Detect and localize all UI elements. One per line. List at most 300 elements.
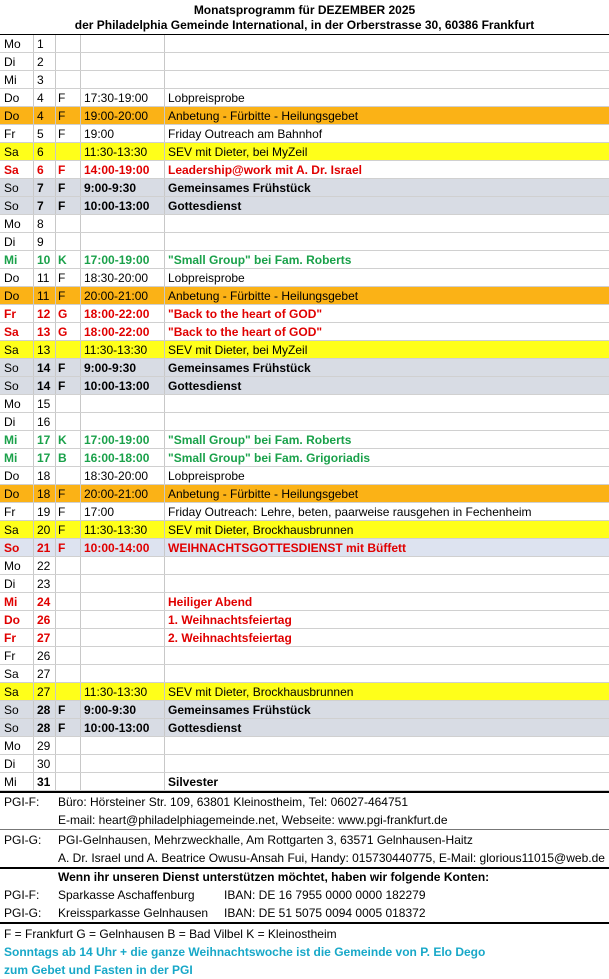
time-cell: 20:00-21:00 (84, 487, 149, 501)
column-line (164, 575, 165, 592)
event-cell: "Small Group" bei Fam. Roberts (168, 253, 352, 267)
schedule-row (0, 629, 609, 647)
pgig-address: PGI-Gelnhausen, Mehrzweckhalle, Am Rottgarten 3, 63571 Gelnhausen-Haitz (58, 833, 473, 847)
date-cell: 26 (37, 613, 51, 627)
event-cell: Heiliger Abend (168, 595, 253, 609)
konto-g-label: PGI-G: (4, 906, 42, 920)
column-line (55, 449, 56, 466)
event-cell: SEV mit Dieter, bei MyZeil (168, 145, 308, 159)
day-cell: Fr (4, 127, 16, 141)
schedule-row (0, 233, 609, 251)
column-line (33, 179, 34, 196)
schedule-row (0, 503, 609, 521)
column-line (55, 665, 56, 682)
column-line (55, 233, 56, 250)
column-line (164, 197, 165, 214)
day-cell: Sa (4, 523, 19, 537)
pgif-office: Büro: Hörsteiner Str. 109, 63801 Kleinostheim, Tel: 06027-464751 (58, 795, 409, 809)
schedule-row (0, 539, 609, 557)
column-line (33, 143, 34, 160)
column-line (33, 413, 34, 430)
day-cell: So (4, 181, 19, 195)
pgig-contact-row (0, 849, 609, 867)
column-line (33, 341, 34, 358)
schedule-row (0, 485, 609, 503)
support-row (0, 868, 609, 886)
date-cell: 24 (37, 595, 51, 609)
column-line (33, 251, 34, 268)
day-cell: Do (4, 91, 20, 105)
konto-g-iban: IBAN: DE 51 5075 0094 0005 018372 (224, 906, 426, 920)
day-cell: Di (4, 577, 16, 591)
schedule-row (0, 53, 609, 71)
event-cell: Silvester (168, 775, 219, 789)
date-cell: 27 (37, 667, 51, 681)
footer-info (0, 791, 609, 979)
day-cell: Di (4, 55, 16, 69)
time-cell: 11:30-13:30 (84, 523, 148, 537)
location-cell: F (58, 199, 66, 213)
column-line (33, 35, 34, 52)
location-cell: F (58, 127, 66, 141)
column-line (55, 683, 56, 700)
time-cell: 9:00-9:30 (84, 181, 137, 195)
column-line (33, 701, 34, 718)
time-cell: 17:00-19:00 (84, 253, 150, 267)
location-cell: F (58, 91, 66, 105)
column-line (80, 467, 81, 484)
schedule-row (0, 701, 609, 719)
column-line (164, 413, 165, 430)
column-line (55, 521, 56, 538)
column-line (164, 557, 165, 574)
column-line (80, 773, 81, 790)
column-line (55, 323, 56, 340)
column-line (33, 53, 34, 70)
day-cell: Sa (4, 685, 19, 699)
column-line (164, 593, 165, 610)
column-line (80, 629, 81, 646)
event-cell: 1. Weihnachtsfeiertag (168, 613, 292, 627)
column-line (164, 503, 165, 520)
column-line (33, 485, 34, 502)
time-cell: 19:00 (84, 127, 115, 141)
date-cell: 6 (37, 145, 44, 159)
column-line (55, 431, 56, 448)
time-cell: 18:30-20:00 (84, 469, 149, 483)
column-line (164, 485, 165, 502)
column-line (164, 629, 165, 646)
column-line (80, 215, 81, 232)
column-line (80, 125, 81, 142)
schedule-row (0, 683, 609, 701)
schedule-row (0, 593, 609, 611)
konto-f-bank: Sparkasse Aschaffenburg (58, 888, 195, 902)
date-cell: 4 (37, 91, 44, 105)
column-line (55, 143, 56, 160)
column-line (33, 557, 34, 574)
event-cell: Gemeinsames Frühstück (168, 703, 311, 717)
date-cell: 16 (37, 415, 51, 429)
column-line (55, 719, 56, 736)
note-row-2 (0, 961, 609, 979)
column-line (55, 737, 56, 754)
event-cell: "Back to the heart of GOD" (168, 325, 323, 339)
column-line (80, 431, 81, 448)
column-line (80, 755, 81, 772)
column-line (55, 251, 56, 268)
event-cell: Friday Outreach: Lehre, beten, paarweise rausgehen in Fechenheim (168, 505, 532, 519)
column-line (55, 269, 56, 286)
day-cell: Fr (4, 505, 16, 519)
event-cell: "Small Group" bei Fam. Roberts (168, 433, 352, 447)
column-line (55, 305, 56, 322)
date-cell: 20 (37, 523, 51, 537)
column-line (80, 161, 81, 178)
column-line (33, 575, 34, 592)
column-line (55, 179, 56, 196)
legend-text: F = Frankfurt G = Gelnhausen B = Bad Vilbel K = Kleinostheim (4, 927, 337, 941)
column-line (80, 521, 81, 538)
column-line (80, 233, 81, 250)
event-cell: "Back to the heart of GOD" (168, 307, 323, 321)
column-line (55, 107, 56, 124)
column-line (164, 611, 165, 628)
column-line (164, 269, 165, 286)
column-line (55, 161, 56, 178)
date-cell: 30 (37, 757, 51, 771)
date-cell: 17 (37, 433, 51, 447)
time-cell: 18:00-22:00 (84, 307, 150, 321)
schedule-row (0, 89, 609, 107)
day-cell: Do (4, 109, 20, 123)
date-cell: 12 (37, 307, 51, 321)
pgif-label: PGI-F: (4, 795, 40, 809)
date-cell: 13 (37, 325, 51, 339)
event-cell: "Small Group" bei Fam. Grigoriadis (168, 451, 371, 465)
column-line (80, 593, 81, 610)
event-cell: WEIHNACHTSGOTTESDIENST mit Büffett (168, 541, 406, 555)
date-cell: 14 (37, 379, 51, 393)
column-line (164, 143, 165, 160)
day-cell: Mi (4, 451, 18, 465)
time-cell: 20:00-21:00 (84, 289, 149, 303)
column-line (164, 71, 165, 88)
date-cell: 13 (37, 343, 51, 357)
column-line (33, 305, 34, 322)
column-line (164, 89, 165, 106)
schedule-row (0, 431, 609, 449)
schedule-row (0, 215, 609, 233)
column-line (164, 161, 165, 178)
day-cell: Mi (4, 595, 18, 609)
column-line (33, 665, 34, 682)
konto-f-iban: IBAN: DE 16 7955 0000 0000 182279 (224, 888, 426, 902)
column-line (55, 359, 56, 376)
time-cell: 9:00-9:30 (84, 361, 137, 375)
column-line (80, 413, 81, 430)
column-line (33, 611, 34, 628)
schedule-row (0, 575, 609, 593)
event-cell: Anbetung - Fürbitte - Heilungsgebet (168, 109, 359, 123)
day-cell: Di (4, 415, 16, 429)
location-cell: F (58, 181, 66, 195)
schedule-row (0, 287, 609, 305)
column-line (33, 323, 34, 340)
schedule-row (0, 269, 609, 287)
day-cell: Mi (4, 253, 18, 267)
schedule-row (0, 773, 609, 791)
column-line (33, 539, 34, 556)
date-cell: 27 (37, 685, 51, 699)
date-cell: 23 (37, 577, 51, 591)
location-cell: G (58, 325, 68, 339)
day-cell: Sa (4, 145, 19, 159)
date-cell: 18 (37, 469, 51, 483)
column-line (33, 269, 34, 286)
divider (0, 829, 609, 830)
column-line (55, 125, 56, 142)
support-text: Wenn ihr unseren Dienst unterstützen möchtet, haben wir folgende Konten: (58, 870, 490, 884)
event-cell: Gottesdienst (168, 379, 242, 393)
konto-g-bank: Kreissparkasse Gelnhausen (58, 906, 209, 920)
column-line (55, 467, 56, 484)
column-line (80, 503, 81, 520)
pgig-label: PGI-G: (4, 833, 42, 847)
column-line (33, 629, 34, 646)
day-cell: Do (4, 271, 20, 285)
column-line (55, 485, 56, 502)
column-line (55, 593, 56, 610)
column-line (80, 485, 81, 502)
column-line (33, 683, 34, 700)
column-line (80, 53, 81, 70)
location-cell: F (58, 289, 66, 303)
schedule-table (0, 35, 609, 791)
column-line (80, 575, 81, 592)
date-cell: 28 (37, 703, 51, 717)
column-line (80, 179, 81, 196)
column-line (80, 647, 81, 664)
time-cell: 17:00 (84, 505, 115, 519)
day-cell: So (4, 541, 20, 555)
column-line (55, 701, 56, 718)
column-line (80, 359, 81, 376)
column-line (80, 89, 81, 106)
konto-g-row (0, 904, 609, 922)
time-cell: 18:00-22:00 (84, 325, 150, 339)
column-line (80, 737, 81, 754)
schedule-row (0, 467, 609, 485)
location-cell: B (58, 451, 67, 465)
date-cell: 11 (37, 289, 50, 303)
column-line (164, 539, 165, 556)
time-cell: 17:00-19:00 (84, 433, 150, 447)
schedule-row (0, 107, 609, 125)
time-cell: 18:30-20:00 (84, 271, 149, 285)
day-cell: Do (4, 469, 20, 483)
column-line (55, 215, 56, 232)
column-line (55, 377, 56, 394)
column-line (55, 629, 56, 646)
time-cell: 16:00-18:00 (84, 451, 150, 465)
column-line (80, 539, 81, 556)
date-cell: 11 (37, 271, 50, 285)
column-line (80, 341, 81, 358)
day-cell: Mo (4, 217, 21, 231)
day-cell: Mo (4, 397, 21, 411)
date-cell: 6 (37, 163, 44, 177)
column-line (33, 449, 34, 466)
column-line (55, 755, 56, 772)
date-cell: 3 (37, 73, 44, 87)
column-line (80, 719, 81, 736)
time-cell: 10:00-13:00 (84, 379, 150, 393)
day-cell: Sa (4, 667, 19, 681)
schedule-row (0, 413, 609, 431)
column-line (55, 611, 56, 628)
day-cell: Di (4, 235, 16, 249)
event-cell: Lobpreisprobe (168, 91, 245, 105)
column-line (164, 125, 165, 142)
event-cell: Gemeinsames Frühstück (168, 361, 311, 375)
event-cell: Lobpreisprobe (168, 469, 245, 483)
column-line (164, 737, 165, 754)
location-cell: K (58, 253, 67, 267)
column-line (80, 449, 81, 466)
column-line (164, 341, 165, 358)
date-cell: 15 (37, 397, 51, 411)
column-line (80, 395, 81, 412)
day-cell: Di (4, 757, 16, 771)
column-line (80, 71, 81, 88)
day-cell: Mi (4, 775, 17, 789)
schedule-row (0, 449, 609, 467)
schedule-row (0, 755, 609, 773)
day-cell: So (4, 379, 19, 393)
time-cell: 10:00-14:00 (84, 541, 150, 555)
schedule-row (0, 377, 609, 395)
note-text-1: Sonntags ab 14 Uhr + die ganze Weihnachtswoche ist die Gemeinde von P. Elo Dego (4, 945, 486, 959)
konto-f-label: PGI-F: (4, 888, 40, 902)
page-title: Monatsprogramm für DEZEMBER 2025 (193, 3, 416, 17)
column-line (55, 197, 56, 214)
page-subtitle: der Philadelphia Gemeinde International, in der Orberstrasse 30, 60386 Frankfurt (74, 18, 535, 32)
day-cell: So (4, 199, 19, 213)
column-line (55, 341, 56, 358)
event-cell: Lobpreisprobe (168, 271, 245, 285)
column-line (55, 773, 56, 790)
column-line (164, 449, 165, 466)
date-cell: 19 (37, 505, 51, 519)
schedule-row (0, 647, 609, 665)
legend-row (0, 925, 609, 943)
schedule-row (0, 179, 609, 197)
day-cell: Fr (4, 307, 16, 321)
column-line (33, 197, 34, 214)
day-cell: Fr (4, 631, 16, 645)
event-cell: Anbetung - Fürbitte - Heilungsgebet (168, 289, 359, 303)
column-line (33, 503, 34, 520)
date-cell: 9 (37, 235, 44, 249)
column-line (33, 737, 34, 754)
location-cell: F (58, 271, 66, 285)
date-cell: 17 (37, 451, 51, 465)
pgig-contact: A. Dr. Israel und A. Beatrice Owusu-Ansah Fui, Handy: 015730440775, E-Mail: glorious11015@web.de (58, 851, 605, 865)
event-cell: Anbetung - Fürbitte - Heilungsgebet (168, 487, 359, 501)
column-line (33, 647, 34, 664)
time-cell: 9:00-9:30 (84, 703, 137, 717)
column-line (33, 287, 34, 304)
column-line (55, 575, 56, 592)
column-line (33, 359, 34, 376)
event-cell: 2. Weihnachtsfeiertag (168, 631, 292, 645)
column-line (33, 71, 34, 88)
date-cell: 22 (37, 559, 51, 573)
date-cell: 18 (37, 487, 51, 501)
schedule-row (0, 341, 609, 359)
column-line (80, 251, 81, 268)
column-line (164, 359, 165, 376)
date-cell: 27 (37, 631, 51, 645)
column-line (164, 647, 165, 664)
column-line (33, 467, 34, 484)
location-cell: F (58, 163, 66, 177)
column-line (80, 35, 81, 52)
schedule-row (0, 611, 609, 629)
time-cell: 10:00-13:00 (84, 721, 150, 735)
column-line (33, 755, 34, 772)
schedule-row (0, 323, 609, 341)
column-line (164, 305, 165, 322)
column-line (164, 53, 165, 70)
column-line (33, 773, 34, 790)
event-cell: Leadership@work mit A. Dr. Israel (168, 163, 362, 177)
date-cell: 28 (37, 721, 51, 735)
location-cell: F (58, 703, 66, 717)
schedule-row (0, 197, 609, 215)
schedule-row (0, 125, 609, 143)
schedule-row (0, 161, 609, 179)
date-cell: 7 (37, 199, 44, 213)
date-cell: 14 (37, 361, 51, 375)
location-cell: F (58, 523, 66, 537)
schedule-row (0, 305, 609, 323)
time-cell: 19:00-20:00 (84, 109, 149, 123)
column-line (33, 521, 34, 538)
date-cell: 10 (37, 253, 51, 267)
column-line (55, 287, 56, 304)
day-cell: Fr (4, 649, 16, 663)
column-line (80, 377, 81, 394)
divider (0, 922, 609, 924)
pgif-contact-row (0, 811, 609, 829)
location-cell: F (58, 487, 66, 501)
column-line (80, 665, 81, 682)
column-line (164, 683, 165, 700)
schedule-row (0, 521, 609, 539)
column-line (80, 143, 81, 160)
column-line (164, 179, 165, 196)
time-cell: 10:00-13:00 (84, 199, 150, 213)
time-cell: 11:30-13:30 (84, 685, 148, 699)
date-cell: 2 (37, 55, 44, 69)
event-cell: SEV mit Dieter, Brockhausbrunnen (168, 685, 354, 699)
column-line (55, 557, 56, 574)
column-line (80, 305, 81, 322)
column-line (55, 71, 56, 88)
column-line (33, 161, 34, 178)
